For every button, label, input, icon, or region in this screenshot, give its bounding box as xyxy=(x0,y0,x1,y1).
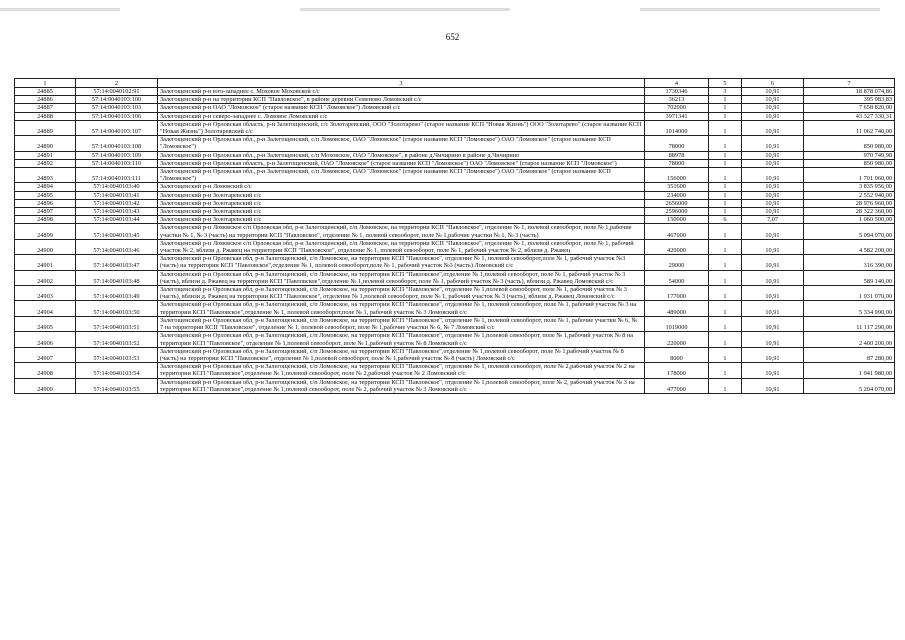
cell-rate: 10,91 xyxy=(742,255,804,270)
cell-sum: 2 552 940,00 xyxy=(804,191,895,199)
cell-id: 24898 xyxy=(15,216,76,224)
cell-rate: 10,91 xyxy=(742,112,804,120)
cell-area: 702000 xyxy=(645,104,709,112)
cell-col5: 1 xyxy=(709,224,742,239)
cell-rate: 10,91 xyxy=(742,136,804,151)
cell-sum: 850 980,00 xyxy=(804,136,895,151)
column-header: 4 xyxy=(645,79,709,88)
cell-sum: 5 094 970,00 xyxy=(804,224,895,239)
cell-rate: 10,91 xyxy=(742,151,804,159)
cell-desc: Залегощенский р-н Орловская область, р-н Залегощенский, с/с Золотаревский, ООО "Золотарево" (старое название КСП "Новая Жизнь") ООО "Золотарево" (старое название КСП "Новая Жизнь") Золотаревский с/с xyxy=(158,120,645,135)
cell-col5: 1 xyxy=(709,191,742,199)
cell-col5: 1 xyxy=(709,363,742,378)
cell-col5: 1 xyxy=(709,104,742,112)
cell-desc: Залегощенский р-н Орловская обл, р-н Залегощенский, с/п Ломовское, на территории КСП "Павловское", отделение № 1,полевой севооборот, поле № 2, рабочий участок № 3 на территории КСП "Павловское",отделение № 1,полевой севооборот, поле № 2, рабочий участок № 3 Ломовский с/с xyxy=(158,378,645,393)
cell-id: 24888 xyxy=(15,112,76,120)
table-row xyxy=(15,239,895,254)
cell-desc: Залегощенский р-н Орловская обл, р-н Залегощенский, с/п Ломовское, на территории КСП "Павловское", отделение № 1, полевой севооборот, поле № 1, рабочие участки № 6, № 7 на территории КСП "Павловское", отделение № 1, полевой севооборот, поле № 1,рабочие участки № 6, № 7 Ломовский с/с xyxy=(158,316,645,331)
cell-id: 24891 xyxy=(15,151,76,159)
cell-cad: 57:14:0040103:51 xyxy=(76,316,158,331)
cell-cad: 57:14:0040103:53 xyxy=(76,347,158,362)
cell-col5: 1 xyxy=(709,255,742,270)
cell-rate: 10,91 xyxy=(742,120,804,135)
cell-desc: Залегощенский р-н Золотаревский с/с xyxy=(158,216,645,224)
cell-rate: 10,91 xyxy=(742,270,804,285)
cell-sum: 43 327 330,31 xyxy=(804,112,895,120)
table-row xyxy=(15,286,895,301)
cell-col5: 1 xyxy=(709,168,742,183)
cell-sum: 1 060 500,00 xyxy=(804,216,895,224)
cell-rate: 10,91 xyxy=(742,104,804,112)
land-parcel-table xyxy=(14,78,895,394)
table-row xyxy=(15,191,895,199)
table-row xyxy=(15,199,895,207)
cell-id: 24900 xyxy=(15,239,76,254)
cell-desc: Залегощенский р-н Ломовский с/с xyxy=(158,183,645,191)
cell-cad: 57:14:0040103:40 xyxy=(76,183,158,191)
cell-id: 24904 xyxy=(15,301,76,316)
cell-col5: 1 xyxy=(709,270,742,285)
cell-id: 24903 xyxy=(15,286,76,301)
cell-id: 24887 xyxy=(15,104,76,112)
table-row xyxy=(15,363,895,378)
cell-id: 24885 xyxy=(15,88,76,96)
cell-col5: 1 xyxy=(709,112,742,120)
cell-col5: 6 xyxy=(709,216,742,224)
cell-id: 24905 xyxy=(15,316,76,331)
cell-id: 24896 xyxy=(15,199,76,207)
cell-sum: 5 334 990,00 xyxy=(804,301,895,316)
cell-id: 24902 xyxy=(15,270,76,285)
cell-sum: 1 941 980,00 xyxy=(804,363,895,378)
table-row xyxy=(15,104,895,112)
column-header: 2 xyxy=(76,79,158,88)
cell-rate: 10,91 xyxy=(742,239,804,254)
cell-desc: Залегощенский р-н Орловская обл, р-н Залегощенский, с/п Ломовское, на территории КСП "Павловское", отделение № 1,полевой севооборот, поле № 1,рабочий участок № 8 на территории КСП "Павловское", отделение № 1,полевой севооборот, поле № 1,рабочий участок № 8 Ломовский с/с xyxy=(158,332,645,347)
cell-cad: 57:14:0040103:54 xyxy=(76,363,158,378)
cell-rate: 10,91 xyxy=(742,191,804,199)
page-number: 652 xyxy=(445,32,460,42)
table-row xyxy=(15,270,895,285)
cell-rate: 10,91 xyxy=(742,301,804,316)
cell-sum: 5 204 070,00 xyxy=(804,378,895,393)
cell-col5: 1 xyxy=(709,183,742,191)
cell-cad: 57:14:0040103:48 xyxy=(76,270,158,285)
cell-area: 1019000 xyxy=(645,316,709,331)
table-row xyxy=(15,96,895,104)
cell-area: 150000 xyxy=(645,216,709,224)
table-row xyxy=(15,255,895,270)
cell-col5: 1 xyxy=(709,239,742,254)
cell-desc: Залегощенский р-н Ломовское с/п Орловская обл, р-н Залегощенский, с/п Ломовское, на территории КСП "Павловское", отделение № 1, полевой севооборот, поле № 1, рабочий участок № 2, вблизи д. Ржавец на территории КСП "Павловское", отделение № 1, полевой севооборот, поле № 1, рабочий участок № 2, вблизи д. Ржавец xyxy=(158,239,645,254)
cell-id: 24907 xyxy=(15,347,76,362)
table-row xyxy=(15,120,895,135)
cell-area: 2656000 xyxy=(645,199,709,207)
cell-desc: Залегощенский р-н Орловская обл, р-н Залегощенский, с/п Ломовское, на территории КСП "Павловское", отделение № 1, полевой севооборот,поле № 1, рабочий участок №3 (часть) на территории КСП "Павловское",отделение № 1, полевой севооборот,поле № 1, рабочий участок №3 (часть) Ломовский с/с xyxy=(158,255,645,270)
cell-rate: 10,91 xyxy=(742,347,804,362)
scan-artifact xyxy=(640,8,880,11)
cell-cad: 57:14:0040103:47 xyxy=(76,255,158,270)
cell-col5: 1 xyxy=(709,208,742,216)
cell-area: 420000 xyxy=(645,239,709,254)
cell-cad: 57:14:0040103:44 xyxy=(76,216,158,224)
cell-area: 54000 xyxy=(645,270,709,285)
cell-cad: 57:14:0040103:111 xyxy=(76,168,158,183)
table-row xyxy=(15,332,895,347)
cell-sum: 4 582 200,00 xyxy=(804,239,895,254)
cell-cad: 57:14:0040103:41 xyxy=(76,191,158,199)
cell-col5: 1 xyxy=(709,199,742,207)
cell-col5: 1 xyxy=(709,347,742,362)
cell-col5: 1 xyxy=(709,159,742,167)
cell-cad: 57:14:0040103:50 xyxy=(76,301,158,316)
cell-area: 29000 xyxy=(645,255,709,270)
scan-artifact xyxy=(300,8,510,11)
cell-sum: 395 083,83 xyxy=(804,96,895,104)
table-row xyxy=(15,88,895,96)
cell-id: 24894 xyxy=(15,183,76,191)
cell-rate: 10,91 xyxy=(742,96,804,104)
cell-sum: 316 390,00 xyxy=(804,255,895,270)
cell-desc: Залегощенский р-н Золотаревский с/с xyxy=(158,199,645,207)
cell-rate: 10,91 xyxy=(742,316,804,331)
column-header: 5 xyxy=(709,79,742,88)
cell-rate: 10,91 xyxy=(742,363,804,378)
cell-sum: 1 701 960,00 xyxy=(804,168,895,183)
cell-desc: Залегощенский р-н на территории КСП "Павловское", в районе деревни Семеново Ломовский с/с xyxy=(158,96,645,104)
cell-sum: 18 878 074,86 xyxy=(804,88,895,96)
cell-rate: 10,91 xyxy=(742,208,804,216)
cell-col5: 1 xyxy=(709,136,742,151)
table-row xyxy=(15,183,895,191)
cell-cad: 57:14:0040103:107 xyxy=(76,120,158,135)
table-row xyxy=(15,316,895,331)
cell-sum: 850 980,00 xyxy=(804,159,895,167)
cell-cad: 57:14:0040103:100 xyxy=(76,96,158,104)
cell-desc: Залегощенский р-н ОАО "Ломовское" (старое название КСП "Ломовское") Ломовский с/с xyxy=(158,104,645,112)
cell-rate: 10,91 xyxy=(742,286,804,301)
cell-cad: 57:14:0040103:49 xyxy=(76,286,158,301)
cell-area: 489000 xyxy=(645,301,709,316)
column-header: 1 xyxy=(15,79,76,88)
cell-area: 78000 xyxy=(645,136,709,151)
cell-area: 477000 xyxy=(645,378,709,393)
column-header: 7 xyxy=(804,79,895,88)
cell-cad: 57:14:0040103:108 xyxy=(76,136,158,151)
cell-id: 24901 xyxy=(15,255,76,270)
cell-cad: 57:14:0040103:109 xyxy=(76,151,158,159)
cell-cad: 57:14:0040103:106 xyxy=(76,112,158,120)
cell-rate: 10,91 xyxy=(742,183,804,191)
cell-desc: Залегощенский р-н юго-западнее с. Моховое Моховской с/с xyxy=(158,88,645,96)
cell-col5: 1 xyxy=(709,286,742,301)
cell-cad: 57:14:0040102:91 xyxy=(76,88,158,96)
cell-id: 24906 xyxy=(15,332,76,347)
cell-desc: Залегощенский р-н Орловская обл, р-н Залегощенский, с/п Ломовское, на территории КСП "Павловское",отделение № 1,полевой севооборот, поле № 1, рабочий участок № 3 (часть), вблизи д. Ржавец на территории КСП "Павловское",отделение № 1,полевой севооборот, поле № 1, рабочий участок № 3 (часть), вблизи д. Ржавец Ломовский с/с xyxy=(158,270,645,285)
table-row xyxy=(15,159,895,167)
table-row xyxy=(15,216,895,224)
cell-id: 24909 xyxy=(15,378,76,393)
cell-col5: 1 xyxy=(709,378,742,393)
cell-area: 351600 xyxy=(645,183,709,191)
cell-area: 1014000 xyxy=(645,120,709,135)
cell-rate: 10,91 xyxy=(742,224,804,239)
table-row xyxy=(15,168,895,183)
cell-sum: 87 280,00 xyxy=(804,347,895,362)
cell-rate: 10,91 xyxy=(742,199,804,207)
table-row xyxy=(15,208,895,216)
cell-sum: 28 322 360,00 xyxy=(804,208,895,216)
cell-col5: 1 xyxy=(709,301,742,316)
cell-cad: 57:14:0040103:52 xyxy=(76,332,158,347)
cell-desc: Залегощенский р-н Орловская обл, р-н Залегощенский, с/п Ломовское, на территории КСП "Павловское", отделение № 1, полевой севооборот, поле № 1, рабочий участок № 3 на территории КСП "Павловское",отделение № 1, полевой севооборот,поле № 1, рабочий участок № 3 Ломовский с/с xyxy=(158,301,645,316)
cell-desc: Залегощенский р-н Орловская обл., р-н Залегощенский, с/п Моховское, ОАО "Ломовское", в районе д.Чичирино в районе д.Чичирино xyxy=(158,151,645,159)
cell-id: 24895 xyxy=(15,191,76,199)
cell-area: 88978 xyxy=(645,151,709,159)
cell-area: 177000 xyxy=(645,286,709,301)
cell-sum: 589 140,00 xyxy=(804,270,895,285)
cell-cad: 57:14:0040103:46 xyxy=(76,239,158,254)
cell-id: 24889 xyxy=(15,120,76,135)
cell-area: 234000 xyxy=(645,191,709,199)
cell-id: 24890 xyxy=(15,136,76,151)
table-row xyxy=(15,151,895,159)
cell-id: 24893 xyxy=(15,168,76,183)
cell-col5: 1 xyxy=(709,316,742,331)
cell-area: 156000 xyxy=(645,168,709,183)
cell-cad: 57:14:0040103:45 xyxy=(76,224,158,239)
cell-id: 24899 xyxy=(15,224,76,239)
cell-desc: Залегощенский р-н Орловская обл, р-н Залегощенский, с/п Ломовское, на территории КСП "Павловское", отделение № 1,полевой севооборот, поле № 1, рабочий участок № 3 (часть), вблизи д. Ржавец на территории КСП "Павловское", отделение № 1,полевой севооборот, поле № 1, рабочий участок № 3 (часть), вблизи д. Ржавец Ломовский с/с xyxy=(158,286,645,301)
column-header: 3 xyxy=(158,79,645,88)
cell-rate: 10,91 xyxy=(742,332,804,347)
cell-col5: 1 xyxy=(709,96,742,104)
cell-col5: 1 xyxy=(709,120,742,135)
cell-col5: 1 xyxy=(709,151,742,159)
cell-sum: 3 835 956,00 xyxy=(804,183,895,191)
cell-sum: 2 400 200,00 xyxy=(804,332,895,347)
cell-col5: 1 xyxy=(709,332,742,347)
cell-sum: 11 062 740,00 xyxy=(804,120,895,135)
cell-rate: 10,91 xyxy=(742,159,804,167)
cell-sum: 7 658 820,00 xyxy=(804,104,895,112)
cell-id: 24897 xyxy=(15,208,76,216)
cell-rate: 10,91 xyxy=(742,168,804,183)
cell-area: 3971341 xyxy=(645,112,709,120)
cell-sum: 28 976 960,00 xyxy=(804,199,895,207)
cell-desc: Залегощенский р-н Орловская область, р-н Залегощенский, ОАО "Ломовское" (старое название КСП "Ломовское") ОАО "Ломовское" (старое название КСП "Ломовское") xyxy=(158,159,645,167)
column-header: 6 xyxy=(742,79,804,88)
cell-desc: Залегощенский р-н Золотаревский с/с xyxy=(158,208,645,216)
cell-desc: Залегощенский р-н Орловская обл., р-н Залегощенский, с/п Ломовское, ОАО "Ломовское" (старое название КСП "Ломовское") ОАО "Ломовское" (старое название КСП "Ломовское") xyxy=(158,168,645,183)
cell-area: 8000 xyxy=(645,347,709,362)
cell-desc: Залегощенский р-н Орловская обл, р-н Залегощенский, с/п Ломовское, на территории КСП "Павловское",отделение № 1,полевой севооборот, поле № 1,рабочий участок № 8 (часть) на территории КСП "Павловское", отделение № 1,полевой севооборот, поле № 1,рабочий участок № 8 (часть) Ломовский с/с xyxy=(158,347,645,362)
cell-area: 1730346 xyxy=(645,88,709,96)
table-row xyxy=(15,224,895,239)
cell-cad: 57:14:0040103:103 xyxy=(76,104,158,112)
cell-area: 178000 xyxy=(645,363,709,378)
cell-rate: 10,91 xyxy=(742,88,804,96)
table-row xyxy=(15,378,895,393)
cell-id: 24892 xyxy=(15,159,76,167)
cell-rate: 10,91 xyxy=(742,378,804,393)
table-row xyxy=(15,136,895,151)
cell-desc: Залегощенский р-н Орловская обл., р-н Залегощенский, с/п Ломовское, ОАО "Ломовское" (старое название КСП "Ломовское") ОАО "Ломовское" (старое название КСП "Ломовское") xyxy=(158,136,645,151)
cell-area: 36213 xyxy=(645,96,709,104)
cell-area: 2596000 xyxy=(645,208,709,216)
cell-cad: 57:14:0040103:55 xyxy=(76,378,158,393)
cell-sum: 11 117 290,00 xyxy=(804,316,895,331)
cell-cad: 57:14:0040103:110 xyxy=(76,159,158,167)
cell-id: 24886 xyxy=(15,96,76,104)
table-row xyxy=(15,347,895,362)
table-row xyxy=(15,112,895,120)
cell-desc: Залегощенский р-н северо-западнее с. Ломовое Ломовский с/с xyxy=(158,112,645,120)
table-header-row xyxy=(15,79,895,88)
cell-desc: Залегощенский р-н Орловская обл, р-н Залегощенский, с/п Ломовское, на территории КСП "Павловское", отделение № 1, полевой севооборот, поле № 2,рабочий участок № 2 на территории КСП "Павловское",отделение № 1,полевой севооборот, поле № 2,рабочий участок № 2 Ломовский с/с xyxy=(158,363,645,378)
cell-rate: 7,07 xyxy=(742,216,804,224)
cell-desc: Залегощенский р-н Ломовское с/п Орловская обл, р-н Залегощенский, с/п Ломовское, на территории КСП "Павловское", отделение № 1, полевой севооборот, поле № 1,рабочие участки № 1, № 3 (часть) на территории КСП "Павловское", отделение № 1, полевой севооборот, поле № 1,рабочие участки № 1, № 3 (часть) xyxy=(158,224,645,239)
cell-col5: 3 xyxy=(709,88,742,96)
scan-artifact xyxy=(0,8,120,11)
table-row xyxy=(15,301,895,316)
cell-desc: Залегощенский р-н Золотаревский с/с xyxy=(158,191,645,199)
cell-sum: 970 749,98 xyxy=(804,151,895,159)
cell-cad: 57:14:0040103:43 xyxy=(76,208,158,216)
cell-area: 78000 xyxy=(645,159,709,167)
cell-id: 24908 xyxy=(15,363,76,378)
cell-sum: 1 931 070,00 xyxy=(804,286,895,301)
cell-area: 220000 xyxy=(645,332,709,347)
cell-area: 467000 xyxy=(645,224,709,239)
cell-cad: 57:14:0040103:42 xyxy=(76,199,158,207)
